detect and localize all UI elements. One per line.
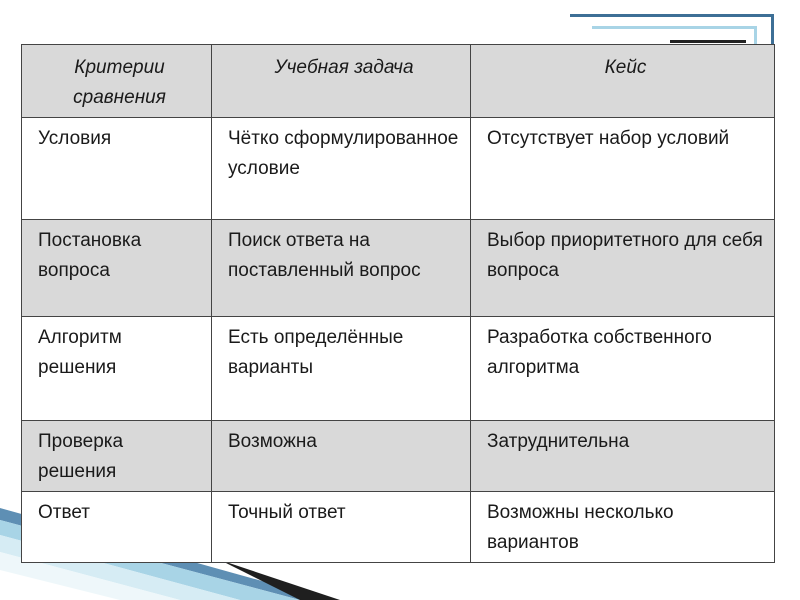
header-cell-criteria: Критерии сравнения [22, 45, 212, 118]
table-row [22, 317, 775, 421]
table-cell: Есть определённые варианты [212, 317, 471, 421]
table-cell: Выбор приоритетного для себя вопроса [471, 220, 775, 317]
table-cell: Отсутствует набор условий [471, 118, 775, 220]
table-cell: Алгоритм решения [22, 317, 212, 421]
table-cell: Возможна [212, 421, 471, 492]
comparison-table-container [21, 44, 774, 563]
table-cell: Поиск ответа на поставленный вопрос [212, 220, 471, 317]
table-row [22, 492, 775, 563]
table-header-row [22, 45, 775, 118]
table-row [22, 220, 775, 317]
table-cell: Затруднительна [471, 421, 775, 492]
table-cell: Возможны несколько вариантов [471, 492, 775, 563]
table-row [22, 421, 775, 492]
table-cell: Ответ [22, 492, 212, 563]
table-cell: Разработка собственного алгоритма [471, 317, 775, 421]
table-cell: Проверка решения [22, 421, 212, 492]
comparison-table [21, 44, 775, 563]
header-cell-study-task: Учебная задача [212, 45, 471, 118]
table-cell: Условия [22, 118, 212, 220]
table-cell: Постановка вопроса [22, 220, 212, 317]
header-cell-case: Кейс [471, 45, 775, 118]
table-row [22, 118, 775, 220]
table-cell: Точный ответ [212, 492, 471, 563]
table-cell: Чётко сформулированное условие [212, 118, 471, 220]
